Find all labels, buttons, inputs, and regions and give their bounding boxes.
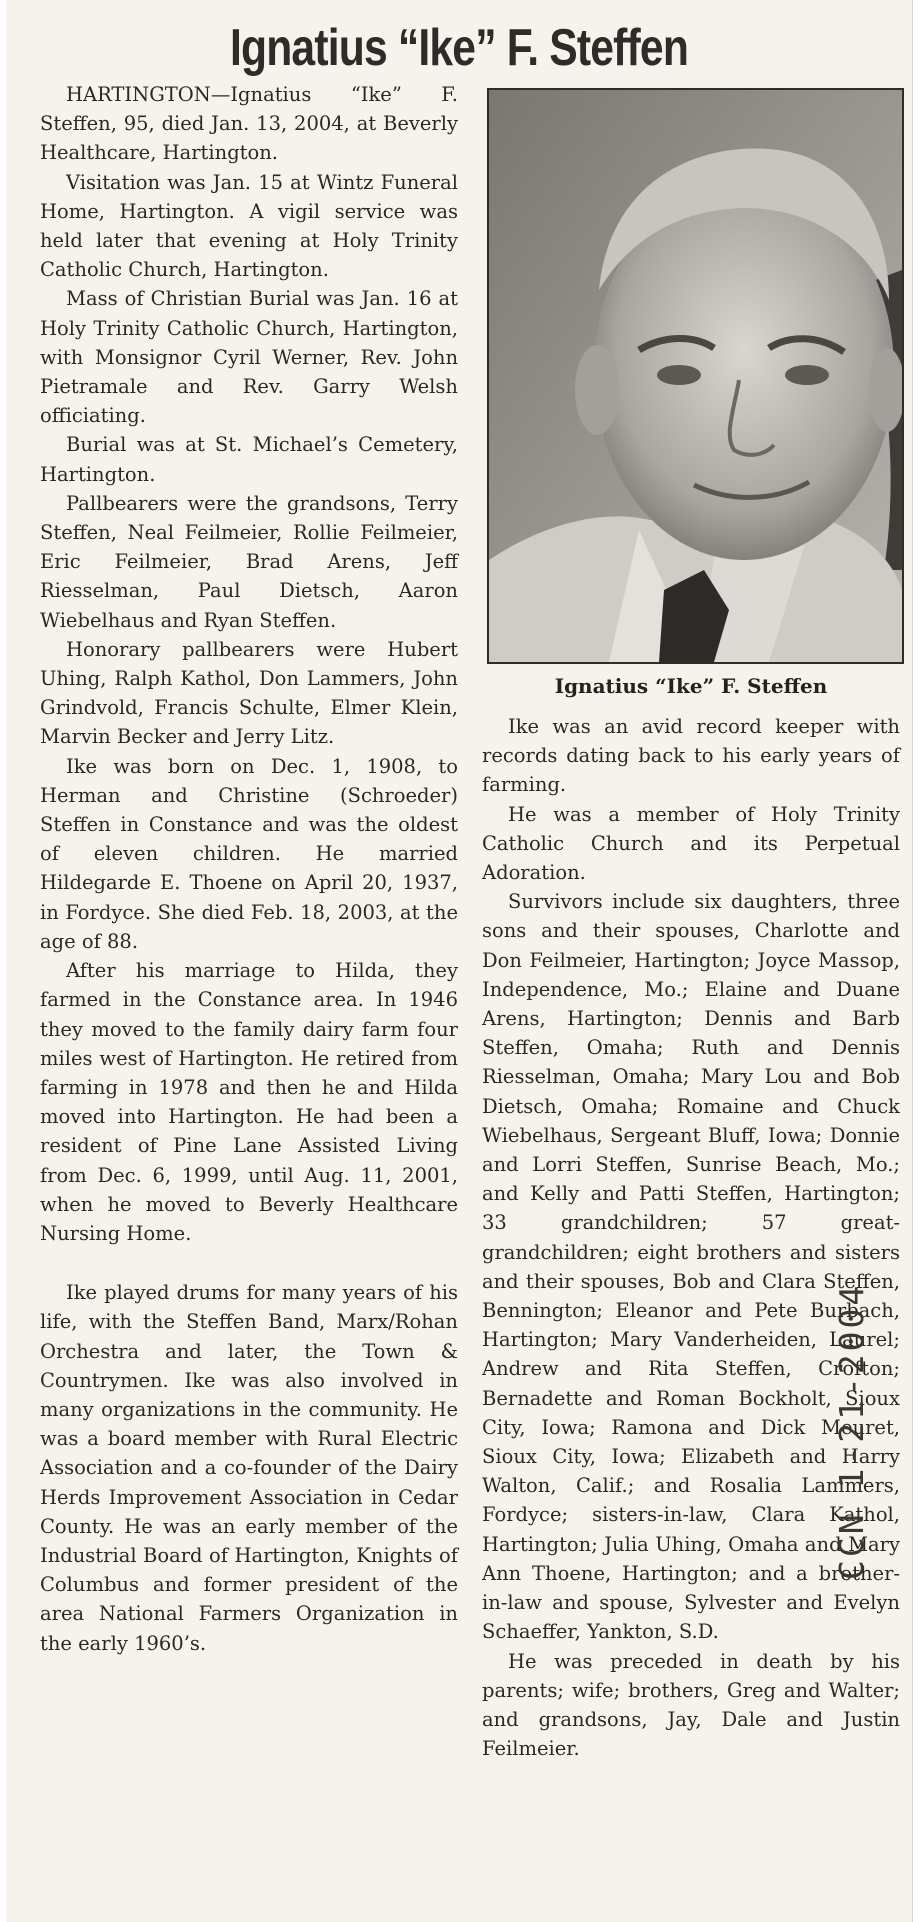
paragraph-visitation: Visitation was Jan. 15 at Wintz Funeral Home, Hartington. A vigil service was held later that evening at Holy Trinity Catholic Church, Hartington.	[40, 170, 458, 282]
paragraph-preceded-in-death: He was preceded in death by his parents; wife; brothers, Greg and Walter; and grandsons, Jay, Dale and Justin Feilmeier.	[482, 1649, 900, 1761]
handwritten-date-note: CCN 1-21-2004	[832, 1282, 871, 1580]
paragraph-church-member: He was a member of Holy Trinity Catholic Church and its Perpetual Adoration.	[482, 802, 900, 885]
left-text-column	[40, 80, 458, 1658]
portrait-photo	[487, 88, 904, 664]
paragraph-burial: Burial was at St. Michael’s Cemetery, Hartington.	[40, 433, 458, 486]
paragraph-survivors: Survivors include six daughters, three sons and their spouses, Charlotte and Don Feilmeier, Hartington; Joyce Massop, Independence, Mo.; Elaine and Duane Arens, Hartington; Dennis and Barb Steffen, Omaha; Ruth and Dennis Riesselman, Omaha; Mary Lou and Bob Dietsch, Omaha; Romaine and Chuck Wiebelhaus, Sergeant Bluff, Iowa; Donnie and Lorri Steffen, Sunrise Beach, Mo.; and Kelly and Patti Steffen, Hartington; 33 grandchildren; 57 great-grandchildren; eight brothers and sisters and their spouses, Bob and Clara Steffen, Bennington; Eleanor and Pete Burbach, Hartington; Mary Vanderheiden, Laurel; Andrew and Rita Steffen, Crofton; Bernadette and Roman Bockholt, Sioux City, Iowa; Ramona and Dick Meuret, Sioux City, Iowa; Elizabeth and Harry Walton, Calif.; and Rosalia Lammers, Fordyce; sisters-in-law, Clara Kathol, Hartington; Julia Uhing, Omaha and Mary Ann Thoene, Hartington; and a brother-in-law and spouse, Sylvester and Evelyn Schaeffer, Yankton, S.D.	[482, 890, 900, 1644]
paragraph-record-keeper: Ike was an avid record keeper with records dating back to his early years of farming.	[482, 715, 900, 797]
paragraph-pallbearers: Pallbearers were the grandsons, Terry Steffen, Neal Feilmeier, Rollie Feilmeier, Eric Feilmeier, Brad Arens, Jeff Riesselman, Paul Dietsch, Aaron Wiebelhaus and Ryan Steffen.	[40, 491, 458, 632]
portrait-photo-image	[489, 90, 902, 662]
paragraph-music-community: Ike played drums for many years of his life, with the Steffen Band, Marx/Rohan Orchestra and later, the Town & Countrymen. Ike was also involved in many organizations in the community. He was a board member with Rural Electric Association and a co-founder of the Dairy Herds Improvement Association in Cedar County. He was an early member of the Industrial Board of Hartington, Knights of Columbus and former president of the area National Farmers Organization in the early 1960’s.	[40, 1281, 458, 1655]
paragraph-honorary-pallbearers: Honorary pallbearers were Hubert Uhing, Ralph Kathol, Don Lammers, John Grindvold, Francis Schulte, Elmer Klein, Marvin Becker and Jerry Litz.	[40, 637, 458, 749]
newspaper-clipping	[6, 0, 913, 1922]
obituary-headline: Ignatius “Ike” F. Steffen	[229, 19, 689, 77]
paragraph-farming: After his marriage to Hilda, they farmed in the Constance area. In 1946 they moved to the family dairy farm four miles west of Hartington. He retired from farming in 1978 and then he and Hilda moved into Hartington. He had been a resident of Pine Lane Assisted Living from Dec. 6, 1999, until Aug. 11, 2001, when he moved to Beverly Healthcare Nursing Home.	[40, 959, 458, 1245]
photo-caption: Ignatius “Ike” F. Steffen	[554, 674, 828, 698]
paragraph-dateline: HARTINGTON—Ignatius “Ike” F. Steffen, 95, died Jan. 13, 2004, at Beverly Healthcare, Hartington.	[40, 83, 458, 165]
paragraph-mass: Mass of Christian Burial was Jan. 16 at Holy Trinity Catholic Church, Hartington, with Monsignor Cyril Werner, Rev. John Pietramale and Rev. Garry Welsh officiating.	[40, 287, 458, 428]
right-text-column	[482, 712, 900, 1763]
paragraph-birth: Ike was born on Dec. 1, 1908, to Herman and Christine (Schroeder) Steffen in Constance and was the oldest of eleven children. He married Hildegarde E. Thoene on April 20, 1937, in Fordyce. She died Feb. 18, 2003, at the age of 88.	[40, 754, 458, 953]
